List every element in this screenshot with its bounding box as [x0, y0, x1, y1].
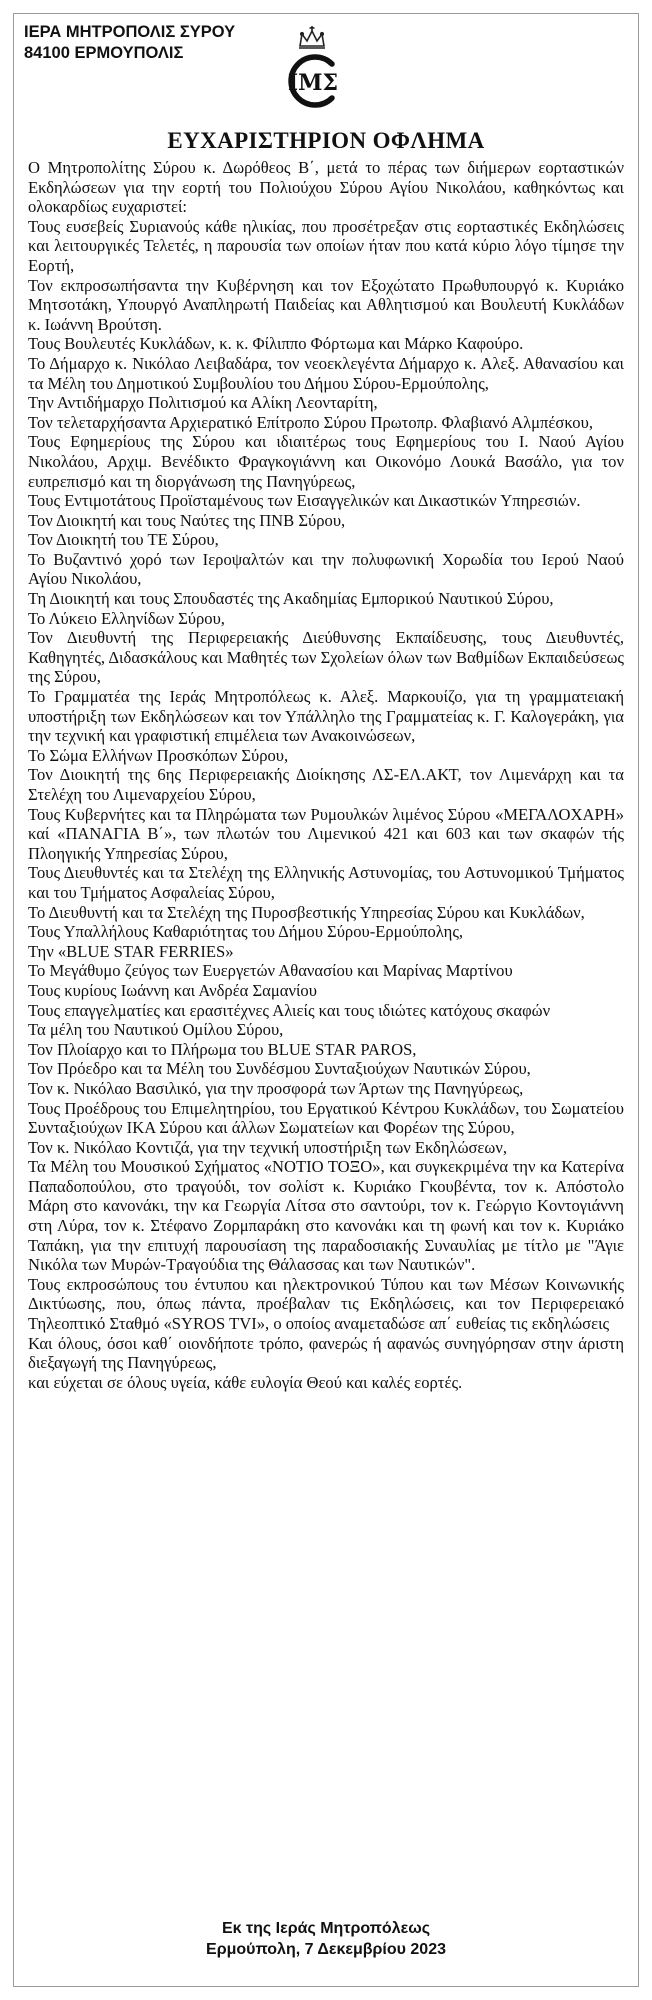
- thanks-paragraph: Και όλους, όσοι καθ΄ οιονδήποτε τρόπο, φανερώς ή αφανώς συνηγόρησαν στην άριστη διεξαγωγή της Πανηγύρεως,: [28, 1333, 624, 1373]
- thanks-paragraph: Τον Διοικητή της 6ης Περιφερειακής Διοίκησης ΛΣ-ΕΛ.ΑΚΤ, τον Λιμενάρχη και τα Στελέχη του Λιμεναρχείου Σύρου,: [28, 765, 624, 804]
- page-title: ΕΥΧΑΡΙΣΤΗΡΙΟΝ ΟΦΛΗΜΑ: [167, 128, 485, 153]
- thanks-paragraph: Το Γραμματέα της Ιεράς Μητροπόλεως κ. Αλεξ. Μαρκουίζο, για τη γραμματειακή υποστήριξη των Εκδηλώσεων και τον Υπάλληλο της Γραμματείας κ. Γ. Καλογεράκη, για την τεχνική και γραφιστική επιμέλεια των Ανακοινώσεων,: [28, 687, 624, 746]
- thanks-paragraph: Την «BLUE STAR FERRIES»: [28, 941, 234, 961]
- thanks-paragraph: Τους κυρίους Ιωάννη και Ανδρέα Σαμανίου: [28, 980, 317, 1000]
- thanks-paragraph: Τον Πλοίαρχο και το Πλήρωμα του BLUE STAR PAROS,: [28, 1039, 417, 1059]
- metropolis-address: 84100 ΕΡΜΟΥΠΟΛΙΣ: [24, 44, 184, 62]
- thanks-paragraph: Τον κ. Νικόλαο Βασιλικό, για την προσφορά των Άρτων της Πανηγύρεως,: [28, 1078, 524, 1098]
- thanks-paragraph: Ο Μητροπολίτης Σύρου κ. Δωρόθεος Β΄, μετά το πέρας των διήμερων εορταστικών Εκδηλώσεων για την εορτή του Πολιούχου Σύρου Αγίου Νικολάου, καθηκόντως και ολοκαρδίως ευχαριστεί:: [28, 158, 624, 217]
- thanks-paragraph: και εύχεται σε όλους υγεία, κάθε ευλογία Θεού και καλές εορτές.: [28, 1372, 463, 1392]
- thanks-paragraph: Το Σώμα Ελλήνων Προσκόπων Σύρου,: [28, 745, 289, 765]
- metropolis-header: [24, 22, 235, 64]
- emblem-monogram-text: ΙΜΣ: [287, 70, 339, 96]
- thanks-paragraph: Το Διευθυντή και τα Στελέχη της Πυροσβεστικής Υπηρεσίας Σύρου και Κυκλάδων,: [28, 902, 585, 922]
- thanks-paragraph: Τον εκπροσωπήσαντα την Κυβέρνηση και τον Εξοχώτατο Πρωθυπουργό κ. Κυριάκο Μητσοτάκη, Υπουργό Αναπληρωτή Παιδείας και Αθλητισμού και Βουλευτή Κυκλάδων κ. Ιωάννη Βρούτση.: [28, 275, 624, 334]
- thanks-paragraph: Τον Διευθυντή της Περιφερειακής Διεύθυνσης Εκπαίδευσης, τους Διευθυντές, Καθηγητές, Διδασκάλους και Μαθητές των Σχολείων όλων των Βαθμίδων Εκπαιδεύσεως της Σύρου,: [28, 628, 624, 687]
- monogram-emblem-icon: [276, 24, 348, 114]
- thanks-paragraph: Τα Μέλη του Μουσικού Σχήματος «ΝΟΤΙΟ ΤΟΞΟ», και συγκεκριμένα την κα Κατερίνα Παπαδοπούλου, στο τραγούδι, τον σολίστ κ. Κυριάκο Γκουβέντα, τον κ. Απόστολο Μάρη στο κανονάκι, την κα Γεωργία Λίτσα στο σαντούρι, τον κ. Γεώργιο Κοντογιάννη στη Λύρα, τον κ. Στέφανο Ζορμπαράκη στο κανονάκι και τη φωνή και τον κ. Κυριάκο Ταπάκη, για την επιτυχή παρουσίαση της παραδοσιακής Συναυλίας με τίτλο με "Άγιε Νικόλα των Μυρών-Τραγούδια της Θάλασσας και των Ναυτικών".: [28, 1157, 624, 1275]
- thanks-paragraph: Τους Κυβερνήτες και τα Πληρώματα των Ρυμουλκών λιμένος Σύρου «ΜΕΓΑΛΟΧΑΡΗ» καί «ΠΑΝΑΓΙΑ Β΄», των πλωτών του Λιμενικού 421 και 603 και των σκαφών τής Πλοηγικής Υπηρεσίας Σύρου,: [28, 804, 624, 863]
- thanks-paragraph: Το Δήμαρχο κ. Νικόλαο Λειβαδάρα, τον νεοεκλεγέντα Δήμαρχο κ. Αλεξ. Αθανασίου και τα Μέλη του Δημοτικού Συμβουλίου του Δήμου Σύρου-Ερμούπολης,: [28, 353, 624, 393]
- thanks-paragraph: Το Μεγάθυμο ζεύγος των Ευεργετών Αθανασίου και Μαρίνας Μαρτίνου: [28, 961, 513, 981]
- thanks-paragraph: Το Βυζαντινό χορό των Ιεροψαλτών και την πολυφωνική Χορωδία του Ιερού Ναού Αγίου Νικολάου,: [28, 549, 624, 589]
- thanks-paragraph: Τον τελεταρχήσαντα Αρχιερατικό Επίτροπο Σύρου Πρωτοπρ. Φλαβιανό Αλμπέσκου,: [28, 412, 593, 432]
- thanks-paragraph: Τους Εντιμοτάτους Προϊσταμένους των Εισαγγελικών και Δικαστικών Υπηρεσιών.: [28, 491, 581, 511]
- thanks-paragraph: Τους Εφημερίους της Σύρου και ιδιαιτέρως τους Εφημερίους του Ι. Ναού Αγίου Νικολάου, Αρχιμ. Βενέδικτο Φραγκογιάννη και Οικονόμο Λουκά Βασάλο, για τον ευπρεπισμό και τη διοργάνωση της Πανηγύρεως,: [28, 432, 624, 491]
- thanks-paragraph: Το Λύκειο Ελληνίδων Σύρου,: [28, 608, 225, 628]
- thanks-paragraph: Τα μέλη του Ναυτικού Ομίλου Σύρου,: [28, 1020, 284, 1040]
- metropolis-name: ΙΕΡΑ ΜΗΤΡΟΠΟΛΙΣ ΣΥΡΟΥ: [24, 23, 236, 41]
- thanks-paragraph: Τους Βουλευτές Κυκλάδων, κ. κ. Φίλιππο Φόρτωμα και Μάρκο Καφούρο.: [28, 334, 524, 354]
- signature-issuer: Εκ της Ιεράς Μητροπόλεως: [221, 1920, 431, 1937]
- thanks-paragraph: Τους Υπαλλήλους Καθαριότητας του Δήμου Σύρου-Ερμούπολης,: [28, 922, 464, 942]
- thanks-paragraph: Τον Πρόεδρο και τα Μέλη του Συνδέσμου Συνταξιούχων Ναυτικών Σύρου,: [28, 1059, 531, 1079]
- thanks-body: [28, 158, 624, 1392]
- thanks-paragraph: Τη Διοικητή και τους Σπουδαστές της Ακαδημίας Εμπορικού Ναυτικού Σύρου,: [28, 589, 554, 609]
- thanks-paragraph: Τον Διοικητή και τους Ναύτες της ΠΝΒ Σύρου,: [28, 510, 346, 530]
- thanks-paragraph: Τους Διευθυντές και τα Στελέχη της Ελληνικής Αστυνομίας, του Αστυνομικού Τμήματος και του Τμήματος Ασφαλείας Σύρου,: [28, 863, 624, 902]
- thanks-paragraph: Τους επαγγελματίες και ερασιτέχνες Αλιείς και τους ιδιώτες κατόχους σκαφών: [28, 1000, 551, 1020]
- thanks-paragraph: Τον Διοικητή του ΤΕ Σύρου,: [28, 530, 219, 550]
- signature-place-date: Ερμούπολη, 7 Δεκεμβρίου 2023: [206, 1941, 446, 1958]
- thanks-paragraph: Τον κ. Νικόλαο Κοντιζά, για την τεχνική υποστήριξη των Εκδηλώσεων,: [28, 1137, 507, 1157]
- thanks-paragraph: Την Αντιδήμαρχο Πολιτισμού κα Αλίκη Λεονταρίτη,: [28, 393, 378, 413]
- thanks-paragraph: Τους ευσεβείς Συριανούς κάθε ηλικίας, που προσέτρεξαν στις εορταστικές Εκδηλώσεις και λειτουργικές Τελετές, η παρουσία των οποίων ήταν που κατά κύριο λόγο τίμησε την Εορτή,: [28, 216, 624, 275]
- thanks-paragraph: Τους εκπροσώπους του έντυπου και ηλεκτρονικού Τύπου και των Μέσων Κοινωνικής Δικτύωσης, που, όπως πάντα, προέβαλαν τις Εκδηλώσεις, και τον Περιφερειακό Τηλεοπτικό Σταθμό «SYROS TVI», ο οποίος αναμεταδώσε απ΄ ευθείας τις εκδηλώσεις: [28, 1274, 624, 1334]
- signature-block: [0, 1918, 652, 1960]
- thanks-paragraph: Τους Προέδρους του Επιμελητηρίου, του Εργατικού Κέντρου Κυκλάδων, του Σωματείου Συνταξιούχων ΙΚΑ Σύρου και άλλων Σωματείων και Φορέων της Σύρου,: [28, 1098, 624, 1138]
